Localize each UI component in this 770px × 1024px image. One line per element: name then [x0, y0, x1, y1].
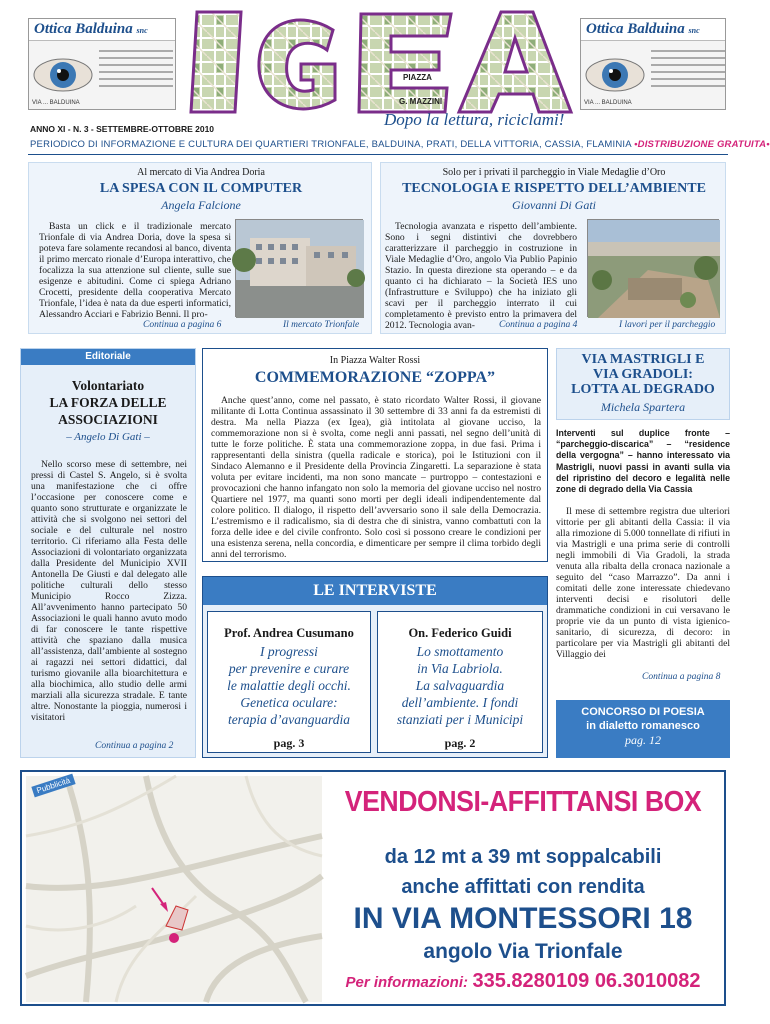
- poetry-title: CONCORSO DI POESIA: [581, 706, 705, 718]
- logo-street-label: PIAZZA: [403, 73, 432, 82]
- editorial-box: [20, 348, 196, 758]
- issue-info: ANNO XI - N. 3 - SETTEMBRE-OTTOBRE 2010: [30, 124, 215, 134]
- eye-icon: [585, 47, 645, 103]
- advert-address: IN VIA MONTESSORI 18: [353, 902, 693, 935]
- article-body: Il mese di settembre registra due ulteriori vittorie per gli abitanti della Cassia: il via alla rimozione di 5.000 tonnellate di rifiuti in via Mastrigli e una prima serie di controlli negli immobili di Via Gradoli, la strada venuta alla ribalta della cronaca nazionale a seguito del “caso Marrazzo”. Da anni i comitati delle zone interessate chiedevano interventi decisi e risolutori delle drammatiche condizioni in cui versavano le proprie vie da un punto di vista igienico-sanitario, di sicurezza, di decoro: in particolare per via Mastrigli gli abitanti del Villaggio dei: [556, 506, 730, 660]
- logo-street-label: G. MAZZINI: [399, 97, 443, 106]
- editorial-title-line: Volontariato: [71, 378, 145, 393]
- eye-icon: [33, 47, 93, 103]
- article-body: Basta un click e il tradizionale mercato Trionfale di via Andrea Doria, dove la spesa si poteva fare solamente recandosi al banco, diventa il primo mercato rionale d’Europa interattivo, che focalizza la sua attenzione sul cliente, sulle sue esigenze e abitudini. Come ci spiega Adriano Crocetti, presidente della cooperativa Mercato Trionfale, l’idea è nata da due esperti informatici, Alessandro Acciari e Fabrizio Benni. Il pro-: [39, 221, 231, 320]
- article-kicker: Solo per i privati il parcheggio in Viale Medaglie d’Oro: [442, 167, 666, 178]
- periodical-subtitle: [30, 139, 770, 150]
- editorial-title-line: LA FORZA DELLE ASSOCIAZIONI: [49, 395, 167, 427]
- interview-summary: Lo smottamento in Via Labriola. La salvaguardia dell’ambiente. I fondi stanziati per i Municipi: [396, 644, 524, 727]
- interviewee-name: Prof. Andrea Cusumano: [224, 626, 354, 640]
- box-sale-advert: [20, 770, 726, 1006]
- continue-link[interactable]: Continua a pagina 4: [495, 320, 577, 330]
- advert-map: [26, 776, 322, 1002]
- interviews-title: LE INTERVISTE: [313, 582, 437, 599]
- article-author: Michela Spartera: [600, 400, 686, 414]
- article-lead: Interventi sul duplice fronte – “parcheggio-discarica” – “residence della vergogna” – hanno interessato via Mastrigli, nuovi passi in avanti sulla via del ripristino del decoro e legalità nelle zone di degrado della Via Cassia: [556, 428, 730, 495]
- page-reference: pag. 2: [444, 736, 476, 750]
- ad-text-lines: [99, 45, 173, 92]
- article-commemoration: [202, 348, 548, 562]
- article-body: Tecnologia avanzata e rispetto dell’ambiente. Sono i segni distintivi che dovrebbero caratterizzare il parcheggio in costruzione in Viale Medaglie d’Oro, angolo Via Publio Papinio Stazio. In questa direzione sta operando – e da quanto ci ha dichiarato – la Società IES uno (Infrastrutture e Sviluppo) che ha iniziato gli scavi per il parcheggio interrato il cui completamento è previsto entro la primavera del 2012. Tecnologia avan-: [385, 221, 577, 331]
- interview-summary: I progressi per prevenire e curare le malattie degli occhi. Genetica oculare: terapia d’avanguardia: [227, 644, 351, 727]
- interviews-box: [202, 576, 548, 758]
- optician-ad-left: [28, 18, 176, 110]
- divider: [28, 154, 728, 155]
- igea-logo: [183, 8, 573, 118]
- article-author: Angela Falcione: [161, 198, 241, 212]
- contact-label: Per informazioni:: [345, 974, 469, 991]
- editorial-author: – Angelo Di Gati –: [66, 431, 150, 443]
- article-kicker: Al mercato di Via Andrea Doria: [137, 167, 265, 178]
- parking-photo: [587, 219, 719, 317]
- editorial-tab: Editoriale: [21, 349, 195, 365]
- continue-link[interactable]: Continua a pagina 8: [642, 672, 721, 682]
- phone-numbers[interactable]: 335.8280109 06.3010082: [472, 970, 701, 992]
- article-body: Anche quest’anno, come nel passato, è stato ricordato Walter Rossi, il giovane militante di Lotta Continua assassinato il 30 settembre di 33 anni fa da estremisti di destra. Ma nella Piazza (ex Igea), già intitolata al giovane ucciso, la commemorazione non si è svolta, come negli anni passati, nel segno dell’unità di tutte le forze politiche. È stata una commemorazione zoppa, in due fasi. Prima i rappresentanti della sinistra (quella radicale e storica), poi le Istituzioni con il Sindaco Alemanno e il Presidente della Provincia Zingaretti. La separazione è stata voluta per evitare incidenti, ma non sono mancate – purtroppo – contestazioni e provocazioni che hanno infangato non solo la memoria del giovane ucciso nel nostro Quartiere nel 1977, ma quanti sono morti per degli ideali indipendentemente dal colore politico. Il dialogo, il rispetto dell’avversario sono il sale della Democrazia. L’estremismo e il radicalismo, sia di destra che di sinistra, vanno combattuti con la forza delle idee e del civile confronto. Solo così si possono creare le condizioni per una esistenza serena, nella concordia, e dimenticare per sempre il clima torbido degli anni del terrorismo.: [211, 395, 541, 560]
- editorial-body: Nello scorso mese di settembre, nei pressi di Castel S. Angelo, si è svolta una manifestazione che ci offre l’occasione per conoscere come e quanto sono strutturate e organizzate le attività che si svolgono nei settori del sociale e del culturale nel nostro territorio. Ci riferiamo alla Festa delle Associazioni di volontariato organizzata dalla Presidente del Municipio XVII Antonella De Giusti e dal delegato alle politiche culturali dello stesso Municipio Rocco Zizza. All’avvenimento hanno partecipato 50 Associazioni le quali hanno avuto modo di far conoscere le tante rispettive attività che spaziano dalla musica all’assistenza, dall’ambiente al sostegno ai ragazzi nei settori didattici, dal turismo giovanile alla bioarchitettura e alla biochimica, allo studio delle armi marziali alla sicurezza stradale. E tante altre. Nonostante la pioggia, numerosi i visitatori: [31, 459, 187, 723]
- poetry-box[interactable]: [556, 700, 730, 758]
- ad-brand: Ottica Balduina snc: [581, 19, 725, 41]
- free-distribution: •DISTRIBUZIONE GRATUITA•: [634, 139, 770, 150]
- editorial-title: [21, 377, 195, 428]
- advert-corner: angolo Via Trionfale: [423, 940, 623, 963]
- photo-caption: I lavori per il parcheggio: [619, 320, 716, 330]
- advert-headline: VENDONSI-AFFITTANSI BOX: [344, 786, 702, 818]
- advert-contact: [322, 970, 724, 993]
- ad-footer: VIA ... BALDUINA: [584, 100, 632, 106]
- continue-link[interactable]: Continua a pagina 2: [95, 741, 174, 751]
- continue-link[interactable]: Continua a pagina 6: [139, 320, 221, 330]
- ad-brand: Ottica Balduina snc: [29, 19, 175, 41]
- article-headline: TECNOLOGIA E RISPETTO DELL’AMBIENTE: [402, 181, 706, 196]
- article-mastrigli: [556, 348, 730, 688]
- article-headline: COMMEMORAZIONE “ZOPPA”: [254, 369, 496, 386]
- article-parking: [380, 162, 726, 334]
- advert-line: anche affittati con rendita: [401, 876, 645, 898]
- photo-caption: Il mercato Trionfale: [283, 320, 360, 330]
- optician-ad-right: [580, 18, 726, 110]
- interview-guidi[interactable]: [377, 611, 543, 753]
- article-headline: LA SPESA CON IL COMPUTER: [99, 181, 303, 196]
- article-kicker: In Piazza Walter Rossi: [329, 355, 421, 366]
- poetry-page: pag. 12: [625, 733, 661, 747]
- interviewee-name: On. Federico Guidi: [408, 626, 512, 640]
- advert-label: Pubblicità: [31, 774, 75, 798]
- article-market: [28, 162, 372, 334]
- advert-line: da 12 mt a 39 mt soppalcabili: [384, 846, 662, 868]
- poetry-subtitle: in dialetto romanesco: [586, 720, 700, 732]
- page-reference: pag. 3: [273, 736, 305, 750]
- ad-footer: VIA ... BALDUINA: [32, 100, 80, 106]
- ad-text-lines: [651, 45, 725, 92]
- article-headline: VIA MASTRIGLI E VIA GRADOLI: LOTTA AL DEGRADO: [571, 352, 715, 397]
- tagline: Dopo la lettura, riciclami!: [384, 110, 565, 129]
- article-author: Giovanni Di Gati: [512, 198, 596, 212]
- market-photo: [235, 219, 363, 317]
- subtitle-text: PERIODICO DI INFORMAZIONE E CULTURA DEI QUARTIERI TRIONFALE, BALDUINA, PRATI, DELLA VITTORIA, CASSIA, FLAMINIA: [30, 139, 632, 150]
- interview-cusumano[interactable]: [207, 611, 371, 753]
